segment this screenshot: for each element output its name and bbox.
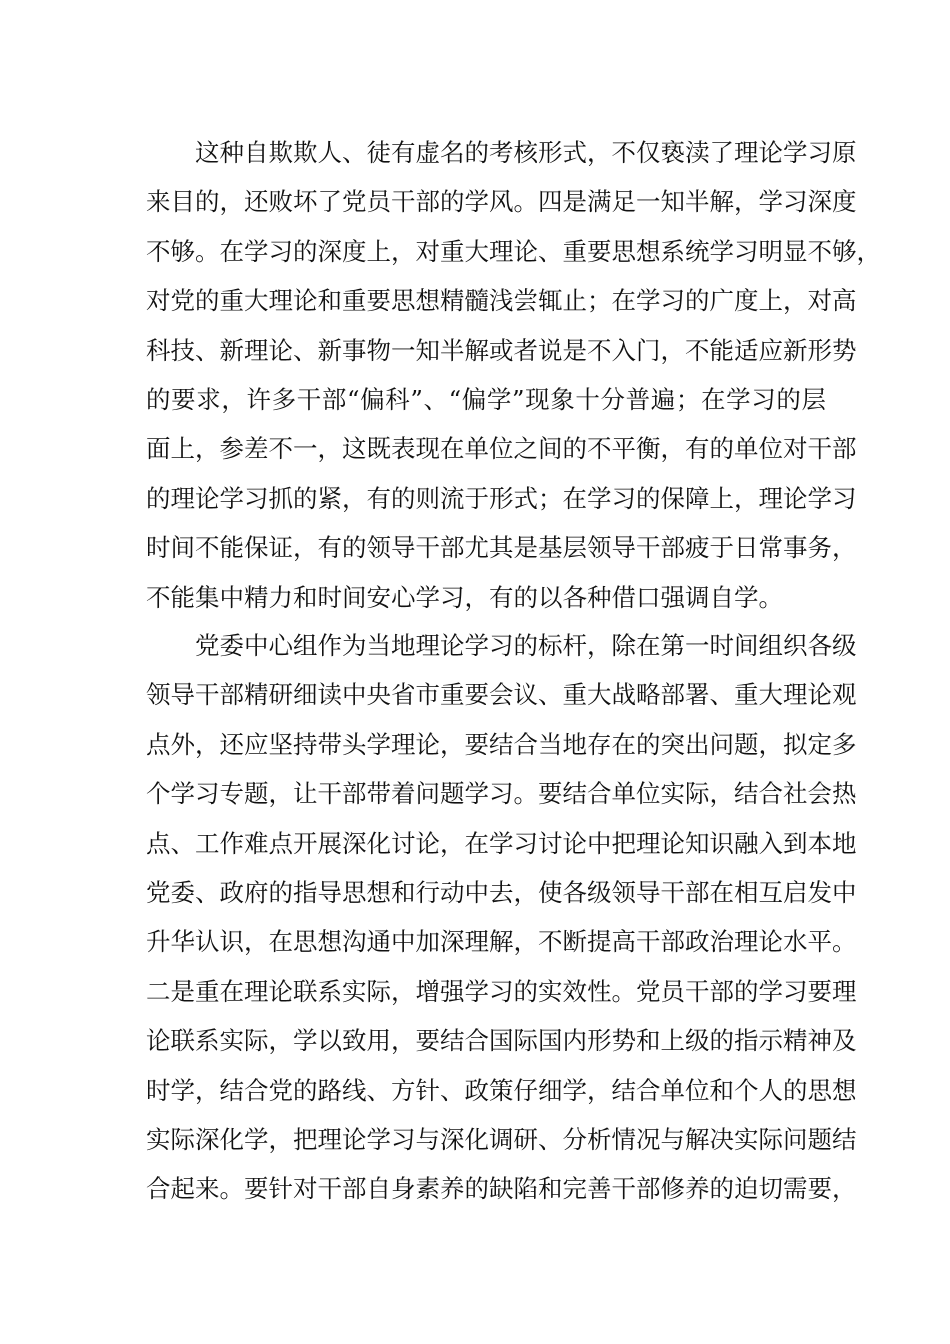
paragraph-line: 面上，参差不一，这既表现在单位之间的不平衡，有的单位对干部 (146, 434, 857, 464)
paragraph-line: 对党的重大理论和重要思想精髓浅尝辄止；在学习的广度上，对高 (146, 286, 857, 316)
paragraph-line: 科技、新理论、新事物一知半解或者说是不入门，不能适应新形势 (146, 335, 857, 365)
paragraph-line: 的要求，许多干部“偏科”、“偏学”现象十分普遍；在学习的层 (146, 384, 826, 414)
paragraph-line: 论联系实际，学以致用，要结合国际国内形势和上级的指示精神及 (146, 1026, 857, 1056)
paragraph-1 (146, 128, 881, 622)
paragraph-line: 个学习专题，让干部带着问题学习。要结合单位实际，结合社会热 (146, 779, 857, 809)
paragraph-2 (146, 621, 857, 1214)
paragraph-line: 二是重在理论联系实际，增强学习的实效性。党员干部的学习要理 (146, 976, 857, 1006)
paragraph-line: 点外，还应坚持带头学理论，要结合当地存在的突出问题，拟定多 (146, 729, 857, 759)
paragraph-line: 这种自欺欺人、徒有虚名的考核形式，不仅亵渎了理论学习原 (195, 138, 857, 167)
paragraph-line: 党委中心组作为当地理论学习的标杆，除在第一时间组织各级 (195, 631, 857, 660)
paragraph-line: 实际深化学，把理论学习与深化调研、分析情况与解决实际问题结 (146, 1124, 857, 1154)
paragraph-line: 的理论学习抓的紧，有的则流于形式；在学习的保障上，理论学习 (146, 483, 857, 513)
paragraph-line: 党委、政府的指导思想和行动中去，使各级领导干部在相互启发中 (146, 877, 857, 907)
paragraph-line: 时学，结合党的路线、方针、政策仔细学，结合单位和个人的思想 (146, 1075, 857, 1105)
paragraph-line: 点、工作难点开展深化讨论，在学习讨论中把理论知识融入到本地 (146, 828, 857, 858)
paragraph-line: 来目的，还败坏了党员干部的学风。四是满足一知半解，学习深度 (146, 187, 857, 217)
paragraph-line: 不够。在学习的深度上，对重大理论、重要思想系统学习明显不够， (146, 236, 881, 266)
paragraph-line: 不能集中精力和时间安心学习，有的以各种借口强调自学。 (146, 582, 783, 612)
paragraph-line: 升华认识，在思想沟通中加深理解，不断提高干部政治理论水平。 (146, 927, 857, 957)
paragraph-line: 领导干部精研细读中央省市重要会议、重大战略部署、重大理论观 (146, 680, 857, 710)
paragraph-line: 时间不能保证，有的领导干部尤其是基层领导干部疲于日常事务， (146, 533, 857, 563)
paragraph-line: 合起来。要针对干部自身素养的缺陷和完善干部修养的迫切需要， (146, 1174, 857, 1204)
